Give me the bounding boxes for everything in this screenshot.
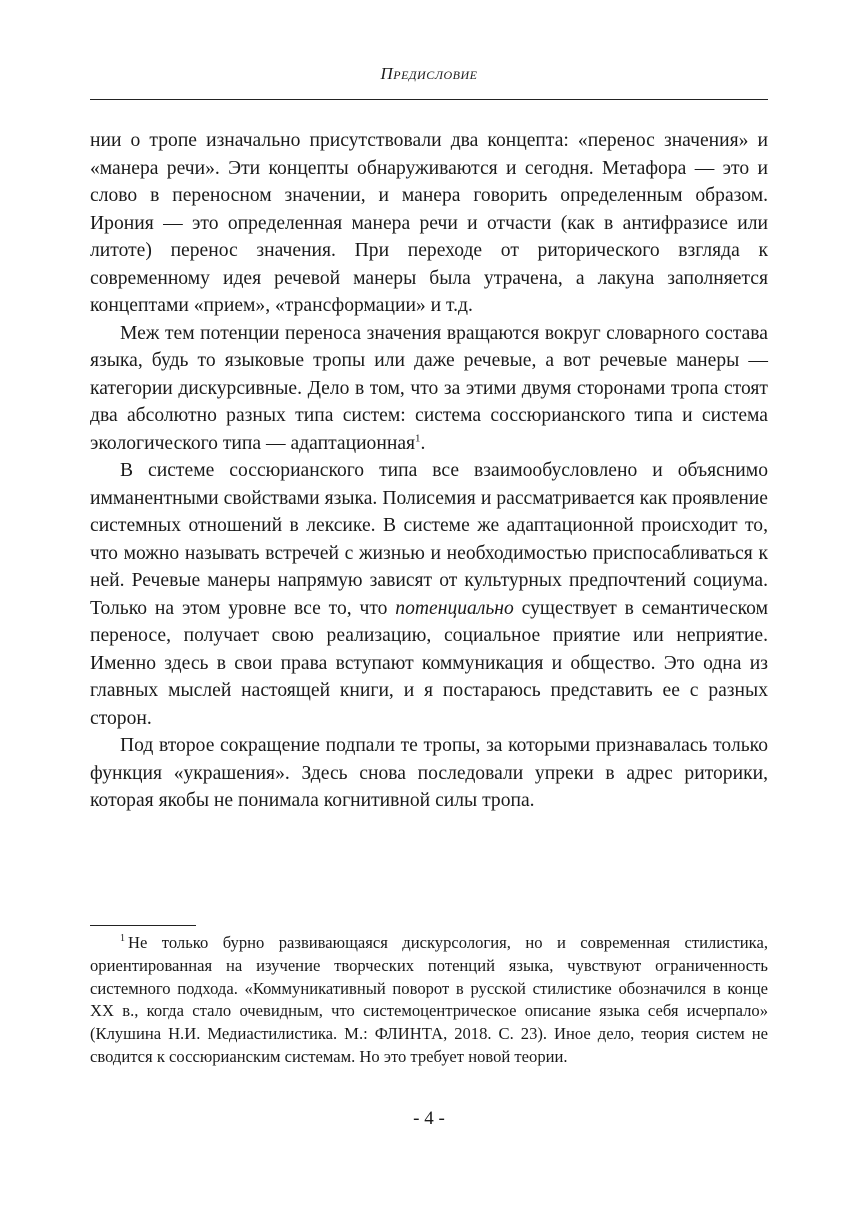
paragraph-3-text-b: существует в семантическом переносе, получает свою реализацию, социальное приятие или неприятие. Именно здесь в свои права вступают коммуникация и общество. Это одна из главных мыслей настоящей книги, и я постараюсь представить ее с разных сторон.	[90, 597, 768, 729]
running-head: Предисловие	[380, 64, 478, 83]
page-number: - 4 -	[413, 1108, 445, 1129]
footnote	[90, 932, 768, 1069]
footnote-paragraph	[90, 932, 768, 1069]
footnote-text: Не только бурно развивающаяся дискурсология, но и современная стилистика, ориентированная на изучение творческих потенций языка, чувствуют ограниченность системного подхода. «Коммуникативный поворот в русской стилистике обозначился в конце XX в., когда стало очевидным, что системоцентрическое описание языка себя исчерпало» (Клушина Н.И. Медиастилистика. М.: ФЛИНТА, 2018. С. 23). Иное дело, теория систем не сводится к соссюрианским системам. Но это требует новой теории.	[90, 933, 768, 1066]
main-text	[90, 127, 768, 815]
footnote-reference[interactable]: 1	[415, 431, 421, 444]
paragraph-2-text: Меж тем потенции переноса значения вращаются вокруг словарного состава языка, будь то языковые тропы или даже речевые, а вот речевые манеры — категории дискурсивные. Дело в том, что за этими двумя сторонами тропа стоят два абсолютно разных типа систем: система соссюрианского типа и система экологического типа — адаптационная	[90, 322, 768, 454]
footnote-number: 1	[120, 933, 125, 945]
paragraph-2-end: .	[420, 432, 426, 454]
paragraph-3	[90, 457, 768, 732]
footnote-rule	[90, 925, 196, 926]
paragraph-4: Под второе сокращение подпали те тропы, за которыми признавалась только функция «украшения». Здесь снова последовали упреки в адрес риторики, которая якобы не понимала когнитивной силы тропа.	[90, 735, 768, 811]
paragraph-1: нии о тропе изначально присутствовали два концепта: «перенос значения» и «манера речи». Эти концепты обнаруживаются и сегодня. Метафора — это и слово в переносном значении, и манера говорить определенным образом. Ирония — это определенная манера речи и отчасти (как в антифразисе или литоте) перенос значения. При переходе от риторического взгляда к современному идея речевой манеры была утрачена, а лакуна заполняется концептами «прием», «трансформации» и т.д.	[90, 130, 768, 316]
header-rule	[90, 99, 768, 100]
paragraph-3-text-a: В системе соссюрианского типа все взаимообусловлено и объяснимо имманентными свойствами языка. Полисемия и рассматривается как проявление системных отношений в лексике. В системе же адаптационной происходит то, что можно называть встречей с жизнью и необходимостью приспосабливаться к ней. Речевые манеры напрямую зависят от культурных предпочтений социума. Только на этом уровне все то, что	[90, 460, 768, 619]
paragraph-2	[90, 320, 768, 458]
paragraph-3-italic: потенциально	[395, 597, 514, 619]
